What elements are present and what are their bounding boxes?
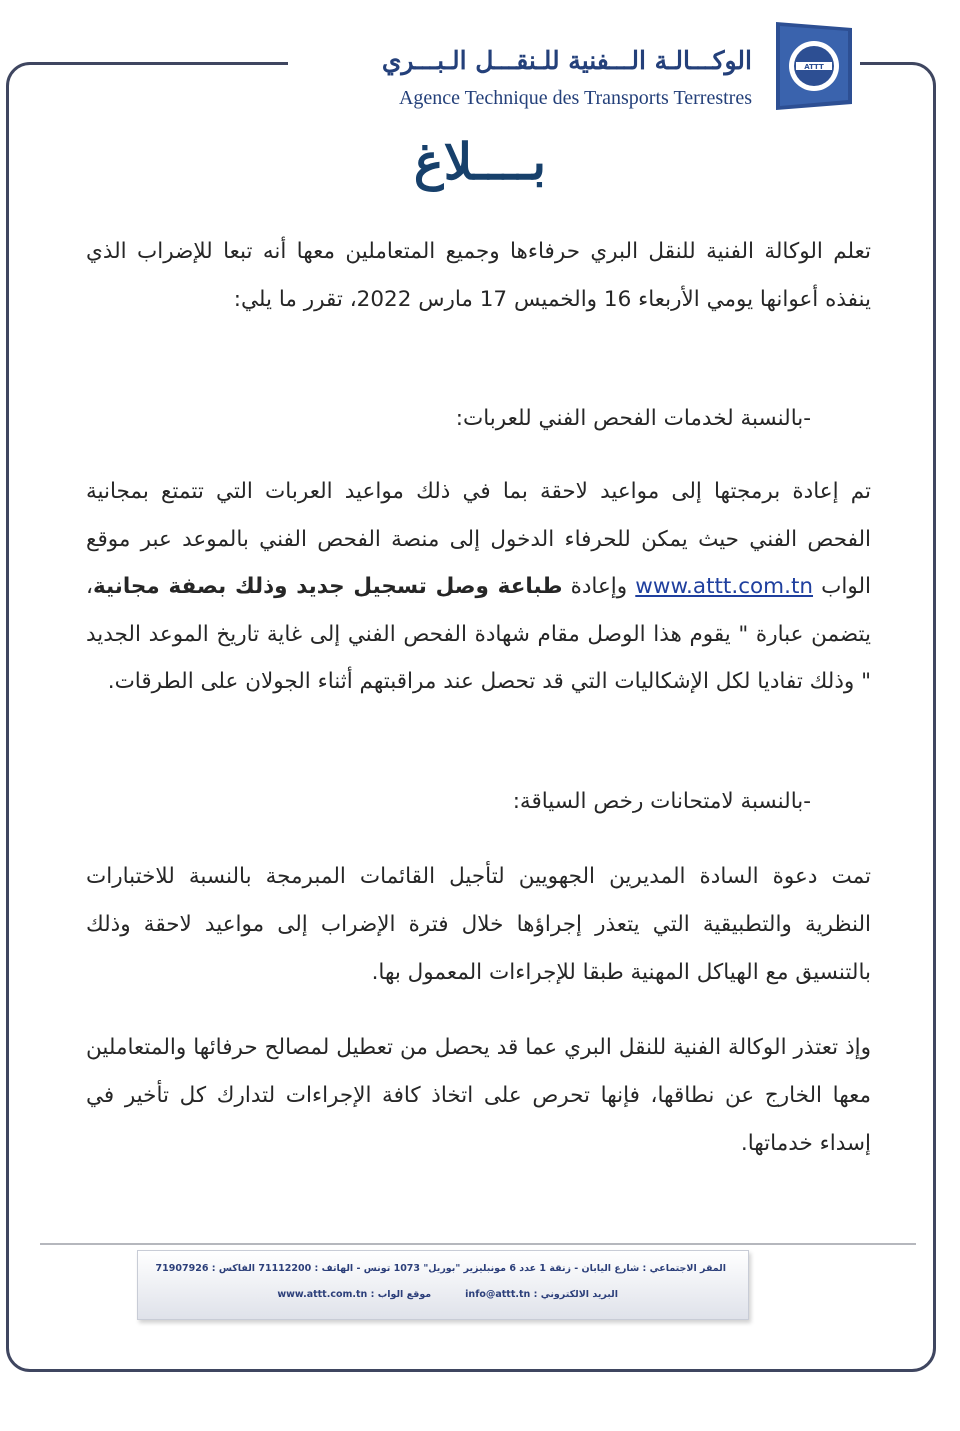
agency-name-arabic: الوكـــالـة الـــفنية للـنقـــل الـبـــري [381, 46, 752, 75]
letterhead [330, 16, 860, 116]
footer-contact-box [137, 1250, 749, 1320]
section-heading-technical-inspection: -بالنسبة لخدمات الفحص الفني للعربات: [455, 406, 811, 431]
footer-address: المقر الاجتماعي : شارع اليابان - زنقة 1 عدد 6 مونبليزير "بوريل" 1073 تونس - الهاتف : 71112200 الفاكس : 71907926 [155, 1263, 726, 1274]
inspection-text-part2: وإعادة [570, 574, 628, 599]
inspection-text-part3: ، يتضمن عبارة " يقوم هذا الوصل مقام شهادة الفحص الفني إلى غاية تاريخ الموعد الجديد " وذلك تفاديا لكل الإشكاليات التي قد تحصل عند مراقبتهم أثناء الجولان على الطرقات. [86, 574, 871, 694]
footer-contacts [243, 1289, 618, 1300]
footer-website: موقع الواب : www.attt.com.tn [277, 1289, 432, 1300]
footer-email: البريد الالكتروني : info@attt.tn [465, 1289, 618, 1300]
agency-name-french: Agence Technique des Transports Terrestres [398, 87, 752, 109]
inspection-bold-text: طباعة وصل تسجيل جديد وذلك بصفة مجانية [92, 574, 563, 599]
footer-divider [40, 1243, 916, 1245]
announcement-title: بــــلاغ [413, 132, 547, 191]
intro-paragraph: تعلم الوكالة الفنية للنقل البري حرفاءها وجميع المتعاملين معها أنه تبعا للإضراب الذي ينفذه أعوانها يومي الأربعاء 16 والخميس 17 مارس 2022، تقرر ما يلي: [86, 239, 871, 312]
logo-text: ATTT [804, 63, 824, 71]
section-heading-driving-exams: -بالنسبة لامتحانات رخص السياقة: [512, 789, 811, 814]
apology-paragraph: وإذ تعتذر الوكالة الفنية للنقل البري عما قد يحصل من تعطيل لمصالح حرفائها والمتعاملين معها الخارج عن نطاقها، فإنها تحرص على اتخاذ كافة الإجراءات لتدارك كل تأخير في إسداء خدماتها. [86, 1035, 871, 1156]
attt-logo-icon [774, 20, 854, 110]
driving-exams-paragraph: تمت دعوة السادة المديرين الجهويين لتأجيل القائمات المبرمجة بالنسبة للاختبارات النظرية والتطبيقية التي يتعذر إجراؤها خلال فترة الإضراب إلى مواعيد لاحقة وذلك بالتنسيق مع الهياكل المهنية طبقا للإجراءات المعمول بها. [86, 864, 871, 985]
technical-inspection-paragraph [86, 468, 871, 706]
inspection-text-part1: تم إعادة برمجتها إلى مواعيد لاحقة بما في ذلك مواعيد العربات التي تتمتع بمجانية الفحص الفني حيث يمكن للحرفاء الدخول إلى منصة الفحص الفني بالموعد عبر موقع الواب [86, 479, 871, 599]
website-link[interactable]: www.attt.com.tn [635, 574, 814, 599]
